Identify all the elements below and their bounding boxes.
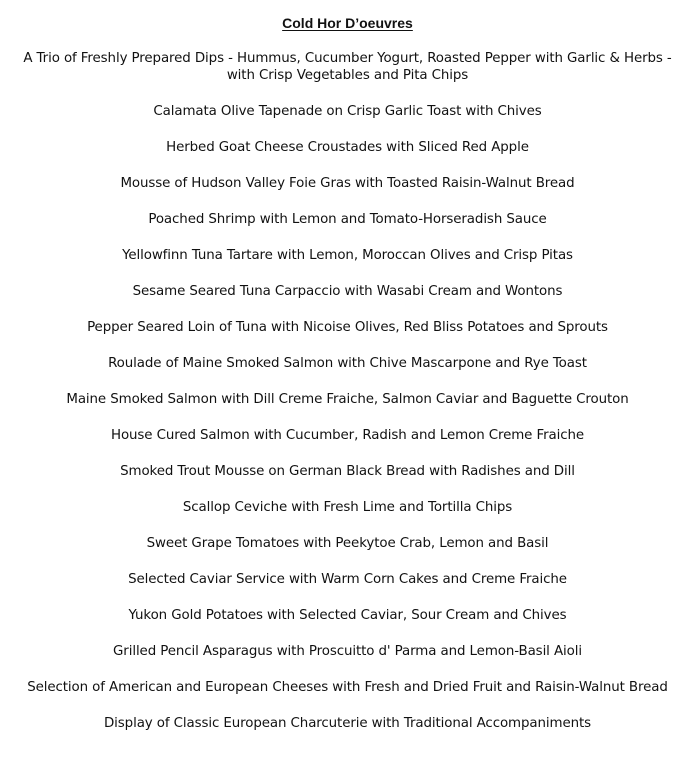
- menu-item: Display of Classic European Charcuterie with Traditional Accompaniments: [103, 716, 592, 731]
- menu-item: Smoked Trout Mousse on German Black Bread with Radishes and Dill: [120, 464, 575, 479]
- menu-item: Sweet Grape Tomatoes with Peekytoe Crab, Lemon and Basil: [146, 536, 549, 551]
- menu-item: Selected Caviar Service with Warm Corn Cakes and Creme Fraiche: [128, 572, 567, 587]
- menu-item: Yukon Gold Potatoes with Selected Caviar, Sour Cream and Chives: [128, 608, 567, 623]
- menu-item: Maine Smoked Salmon with Dill Creme Fraiche, Salmon Caviar and Baguette Crouton: [66, 392, 629, 407]
- menu-item: Roulade of Maine Smoked Salmon with Chive Mascarpone and Rye Toast: [108, 356, 587, 371]
- menu-title: Cold Hor D’oeuvres: [282, 15, 413, 31]
- menu-item: Mousse of Hudson Valley Foie Gras with Toasted Raisin-Walnut Bread: [120, 176, 575, 191]
- menu-item: Selection of American and European Cheeses with Fresh and Dried Fruit and Raisin-Walnut Bread: [27, 680, 668, 695]
- menu-item-dips-trio: [0, 50, 695, 103]
- menu-item: Scallop Ceviche with Fresh Lime and Tortilla Chips: [182, 500, 513, 515]
- menu-item-line: A Trio of Freshly Prepared Dips - Hummus, Cucumber Yogurt, Roasted Pepper with Garlic & Herbs -: [23, 51, 672, 66]
- menu-item-line: with Crisp Vegetables and Pita Chips: [226, 68, 469, 83]
- menu-item: Pepper Seared Loin of Tuna with Nicoise Olives, Red Bliss Potatoes and Sprouts: [87, 320, 608, 335]
- menu-list: [0, 50, 695, 751]
- menu-item: Poached Shrimp with Lemon and Tomato-Horseradish Sauce: [148, 212, 547, 227]
- menu-item: Grilled Pencil Asparagus with Proscuitto d' Parma and Lemon-Basil Aioli: [113, 644, 582, 659]
- menu-item: Herbed Goat Cheese Croustades with Sliced Red Apple: [166, 140, 529, 155]
- menu-item: Sesame Seared Tuna Carpaccio with Wasabi Cream and Wontons: [132, 284, 563, 299]
- menu-item: House Cured Salmon with Cucumber, Radish and Lemon Creme Fraiche: [110, 428, 585, 443]
- menu-item: Yellowfinn Tuna Tartare with Lemon, Moroccan Olives and Crisp Pitas: [122, 248, 573, 263]
- menu-item: Calamata Olive Tapenade on Crisp Garlic Toast with Chives: [153, 104, 542, 119]
